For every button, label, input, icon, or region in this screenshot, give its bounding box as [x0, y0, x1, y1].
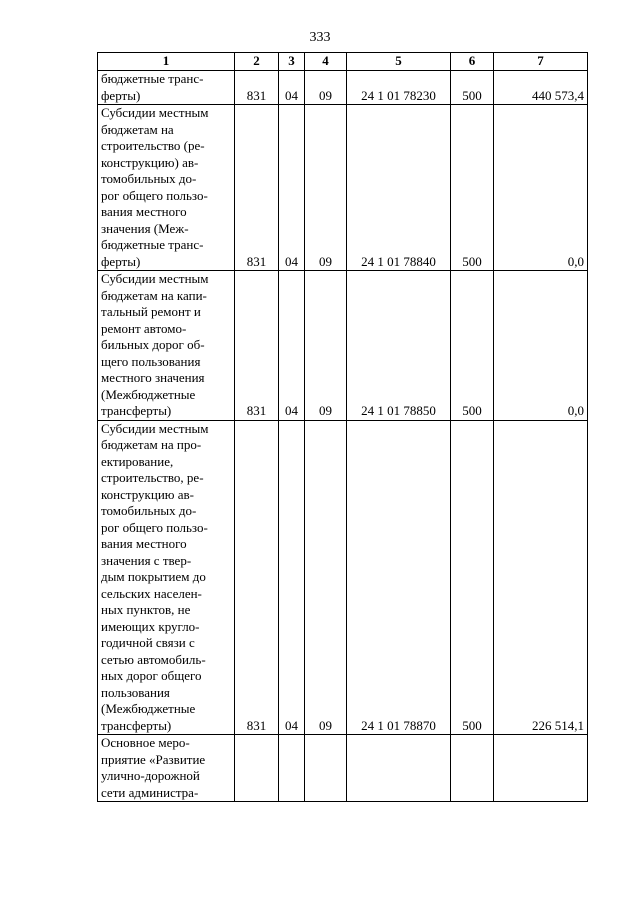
column-header-2: 2: [235, 53, 279, 71]
name-line: конструкцию ав-: [101, 486, 194, 502]
name-line: бюджетные транс-: [101, 71, 204, 86]
name-line: строительство, ре-: [101, 470, 204, 485]
cell-target-article: 24 1 01 78850: [347, 271, 451, 421]
cell-amount: 0,0: [494, 105, 588, 271]
column-header-3: 3: [279, 53, 305, 71]
name-line: конструкцию) ав-: [101, 154, 199, 170]
cell-target-article: 24 1 01 78840: [347, 105, 451, 271]
cell-target-article: 24 1 01 78230: [347, 71, 451, 105]
name-line: трансферты): [101, 403, 172, 418]
column-header-7: 7: [494, 53, 588, 71]
cell-admin-code: 831: [235, 105, 279, 271]
name-line: местного значения: [101, 370, 205, 385]
cell-expense-type: 500: [451, 105, 494, 271]
name-line: томобильных до-: [101, 503, 197, 518]
cell-amount: 226 514,1: [494, 420, 588, 735]
name-line: Субсидии местным: [101, 271, 209, 286]
cell-subsection: [305, 735, 347, 802]
name-line: вания местного: [101, 536, 187, 551]
cell-subsection: 09: [305, 71, 347, 105]
name-line: Субсидии местным: [101, 420, 209, 436]
name-line: имеющих кругло-: [101, 618, 200, 634]
cell-expense-type: [451, 735, 494, 802]
name-line: ферты): [101, 87, 141, 103]
name-line: ных дорог общего: [101, 668, 202, 683]
name-line: тальный ремонт и: [101, 304, 201, 319]
cell-target-article: 24 1 01 78870: [347, 420, 451, 735]
cell-expense-type: 500: [451, 271, 494, 421]
table-row: [98, 420, 588, 735]
name-line: рог общего пользо-: [101, 187, 208, 203]
name-line: щего пользования: [101, 353, 201, 369]
cell-section: [279, 735, 305, 802]
name-line: бюджетам на: [101, 121, 174, 137]
name-line: ремонт автомо-: [101, 320, 187, 336]
name-line: сельских населен-: [101, 585, 202, 601]
column-header-6: 6: [451, 53, 494, 71]
table-row: [98, 271, 588, 421]
cell-section: 04: [279, 420, 305, 735]
name-line: ных пунктов, не: [101, 602, 191, 617]
name-line: вания местного: [101, 204, 187, 219]
table-row: [98, 735, 588, 802]
name-line: Субсидии местным: [101, 105, 209, 120]
row-name: [98, 105, 235, 271]
column-header-1: 1: [98, 53, 235, 71]
cell-target-article: [347, 735, 451, 802]
cell-subsection: 09: [305, 105, 347, 271]
row-name: [98, 420, 235, 735]
name-line: строительство (ре-: [101, 138, 205, 153]
name-line: значения (Меж-: [101, 220, 189, 236]
name-line: годичной связи с: [101, 635, 195, 650]
cell-amount: [494, 735, 588, 802]
name-line: значения с твер-: [101, 552, 192, 568]
name-line: (Межбюджетные: [101, 386, 196, 402]
cell-section: 04: [279, 271, 305, 421]
name-line: ектирование,: [101, 453, 174, 469]
budget-table: [97, 52, 588, 802]
name-line: (Межбюджетные: [101, 701, 196, 716]
name-line: ферты): [101, 253, 141, 269]
column-header-4: 4: [305, 53, 347, 71]
cell-admin-code: 831: [235, 71, 279, 105]
header-row: [98, 53, 588, 71]
name-line: сети администра-: [101, 784, 199, 800]
name-line: улично-дорожной: [101, 768, 200, 783]
cell-amount: 0,0: [494, 271, 588, 421]
cell-admin-code: [235, 735, 279, 802]
cell-subsection: 09: [305, 271, 347, 421]
cell-expense-type: 500: [451, 420, 494, 735]
cell-section: 04: [279, 105, 305, 271]
cell-subsection: 09: [305, 420, 347, 735]
name-line: бюджетные транс-: [101, 237, 204, 252]
name-line: бюджетам на капи-: [101, 287, 207, 303]
name-line: бюджетам на про-: [101, 437, 202, 452]
name-line: Основное меро-: [101, 735, 190, 750]
cell-section: 04: [279, 71, 305, 105]
column-header-5: 5: [347, 53, 451, 71]
cell-admin-code: 831: [235, 271, 279, 421]
cell-admin-code: 831: [235, 420, 279, 735]
name-line: приятие «Развитие: [101, 751, 206, 767]
name-line: трансферты): [101, 717, 172, 733]
name-line: томобильных до-: [101, 171, 197, 186]
table-row: [98, 71, 588, 105]
page-number: 333: [309, 30, 331, 45]
name-line: бильных дорог об-: [101, 337, 205, 352]
cell-expense-type: 500: [451, 71, 494, 105]
row-name: [98, 735, 235, 802]
cell-amount: 440 573,4: [494, 71, 588, 105]
name-line: рог общего пользо-: [101, 519, 208, 535]
row-name: [98, 271, 235, 421]
row-name: [98, 71, 235, 105]
name-line: сетью автомобиль-: [101, 651, 206, 667]
name-line: дым покрытием до: [101, 569, 206, 584]
name-line: пользования: [101, 684, 170, 700]
table-row: [98, 105, 588, 271]
